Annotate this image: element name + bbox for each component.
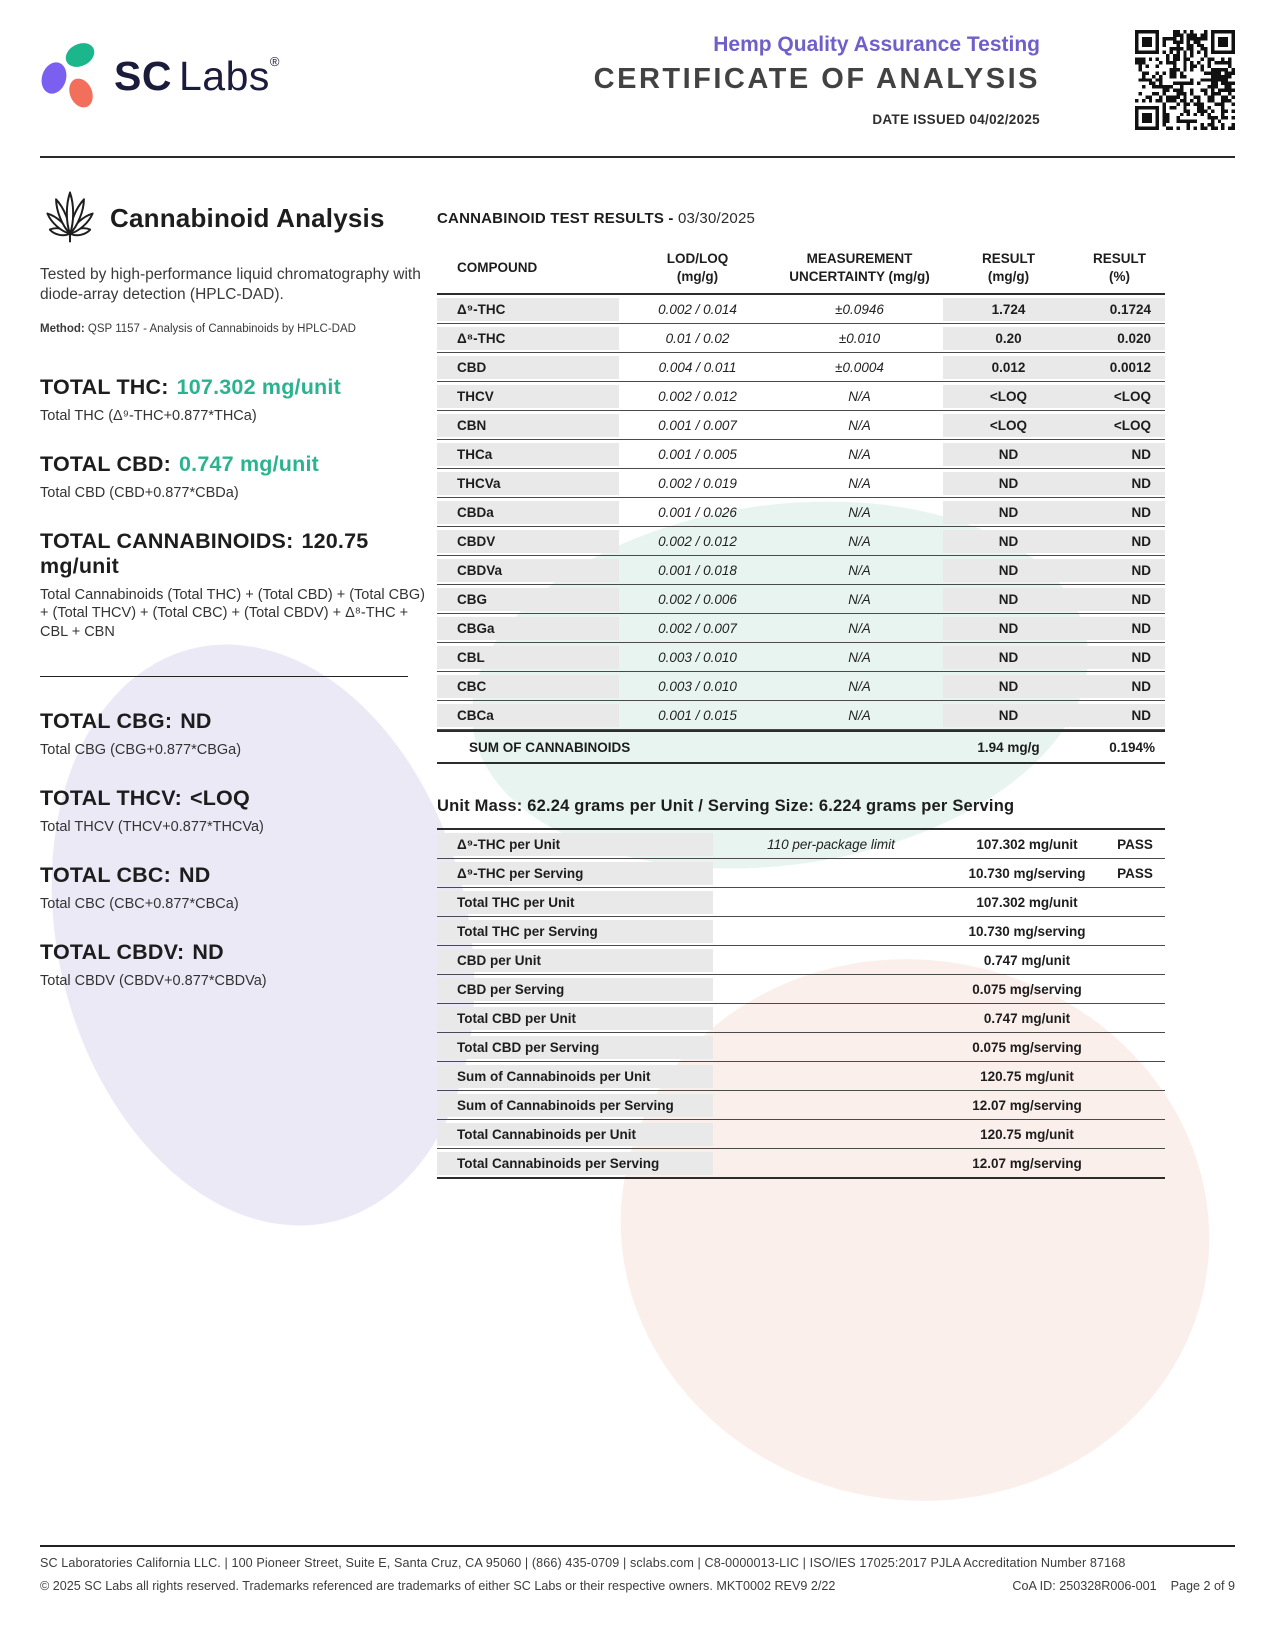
total-label: TOTAL CBG: — [40, 709, 173, 734]
table-row — [437, 1120, 1165, 1149]
lab-contact-line: SC Laboratories California LLC. | 100 Pioneer Street, Suite E, Santa Cruz, CA 95060 | (866) 435-0709 | sclabs.com | C8-0000013-LIC | ISO/IES 17025:2017 PJLA Accreditation Number 87168 — [40, 1556, 1126, 1570]
dosage-label-cell: Sum of Cannabinoids per Unit — [437, 1062, 713, 1090]
uncertainty-cell: N/A — [848, 562, 871, 578]
uncertainty-cell: N/A — [848, 475, 871, 491]
dosage-label-cell: Δ⁹-THC per Unit — [437, 830, 713, 858]
table-row — [437, 917, 1165, 946]
result-mg-cell: ND — [943, 672, 1074, 700]
total-item — [40, 863, 432, 914]
status-cell: PASS — [1117, 836, 1153, 852]
header-divider — [40, 156, 1235, 158]
total-label: TOTAL CANNABINOIDS: — [40, 528, 294, 553]
value-cell: 107.302 mg/unit — [976, 836, 1078, 852]
table-row — [437, 1091, 1165, 1120]
column-header-uncertainty: MEASUREMENT UNCERTAINTY (mg/g) — [789, 251, 930, 284]
lodloq-cell: 0.003 / 0.010 — [658, 649, 737, 665]
lodloq-cell: 0.002 / 0.014 — [658, 301, 737, 317]
table-row — [437, 353, 1165, 382]
uncertainty-cell: N/A — [848, 504, 871, 520]
compound-cell: CBL — [437, 643, 619, 671]
total-label: TOTAL CBC: — [40, 862, 171, 887]
result-mg-cell: 1.724 — [943, 295, 1074, 323]
column-header-lodloq: LOD/LOQ (mg/g) — [666, 251, 729, 284]
table-row — [437, 975, 1165, 1004]
section-header — [40, 190, 432, 246]
compound-cell: Δ⁹-THC — [437, 295, 619, 323]
total-value: <LOQ — [189, 785, 250, 810]
method-description: Tested by high-performance liquid chromatography with diode-array detection (HPLC-DAD). — [40, 266, 421, 304]
unit-mass-line: Unit Mass: 62.24 grams per Unit / Serving Size: 6.224 grams per Serving — [437, 797, 1015, 815]
result-mg-cell: <LOQ — [943, 382, 1074, 410]
total-item — [40, 375, 432, 426]
method-label: Method: — [40, 322, 85, 335]
table-row — [437, 1033, 1165, 1062]
lodloq-cell: 0.001 / 0.015 — [658, 707, 737, 723]
total-formula: Total CBG (CBG+0.877*CBGa) — [40, 742, 242, 759]
uncertainty-cell: N/A — [848, 707, 871, 723]
column-header-result-pct: RESULT (%) — [1093, 251, 1146, 284]
copyright-text: © 2025 SC Labs all rights reserved. Trademarks referenced are trademarks of either SC Labs or their respective owners. MKT0002 REV9 2/22 — [40, 1579, 836, 1593]
total-formula: Total CBD (CBD+0.877*CBDa) — [40, 484, 239, 501]
results-date: 03/30/2025 — [677, 210, 756, 227]
total-value: ND — [180, 709, 212, 734]
uncertainty-cell: N/A — [848, 678, 871, 694]
logo-wordmark — [114, 53, 280, 100]
value-cell: 10.730 mg/serving — [968, 923, 1086, 939]
uncertainty-cell: N/A — [848, 620, 871, 636]
result-pct-cell: ND — [1074, 440, 1165, 468]
uncertainty-cell: ±0.010 — [838, 330, 881, 346]
total-label: TOTAL CBD: — [40, 451, 171, 476]
total-label: TOTAL THC: — [40, 374, 169, 399]
sc-labs-logo — [40, 38, 280, 114]
table-row — [437, 643, 1165, 672]
total-item — [40, 940, 432, 991]
total-value: ND — [179, 862, 211, 887]
total-label: TOTAL THCV: — [40, 785, 182, 810]
lodloq-cell: 0.001 / 0.005 — [658, 446, 737, 462]
total-value: 0.747 mg/unit — [179, 451, 319, 476]
cannabinoid-analysis-panel — [40, 190, 432, 1017]
value-cell: 120.75 mg/unit — [980, 1068, 1074, 1084]
table-row — [437, 295, 1165, 324]
table-row — [437, 1004, 1165, 1033]
dosage-label-cell: Total CBD per Serving — [437, 1033, 713, 1061]
compound-cell: THCa — [437, 440, 619, 468]
uncertainty-cell: N/A — [848, 388, 871, 404]
lodloq-cell: 0.004 / 0.011 — [658, 359, 737, 375]
result-pct-cell: 0.1724 — [1074, 295, 1165, 323]
result-mg-cell: ND — [943, 440, 1074, 468]
result-pct-cell: ND — [1074, 469, 1165, 497]
result-mg-cell: 0.012 — [943, 353, 1074, 381]
result-pct-cell: 0.0012 — [1074, 353, 1165, 381]
footer-divider — [40, 1545, 1235, 1547]
compound-cell: CBDVa — [437, 556, 619, 584]
table-row — [437, 614, 1165, 643]
uncertainty-cell: N/A — [848, 533, 871, 549]
footer-line2 — [40, 1579, 1235, 1593]
cannabinoid-results-table — [437, 243, 1165, 764]
result-pct-cell: ND — [1074, 585, 1165, 613]
table-row — [437, 527, 1165, 556]
value-cell: 0.075 mg/serving — [972, 1039, 1082, 1055]
page-title: CERTIFICATE OF ANALYSIS — [593, 63, 1040, 95]
method-text: QSP 1157 - Analysis of Cannabinoids by HPLC-DAD — [87, 322, 356, 335]
compound-cell: CBCa — [437, 701, 619, 729]
logo-labs: Labs — [178, 52, 270, 99]
total-item — [40, 786, 432, 837]
value-cell: 12.07 mg/serving — [972, 1155, 1082, 1171]
table-row — [437, 382, 1165, 411]
page-number: Page 2 of 9 — [1170, 1579, 1235, 1593]
result-pct-cell: 0.020 — [1074, 324, 1165, 352]
total-formula: Total Cannabinoids (Total THC) + (Total CBD) + (Total CBG) + (Total THCV) + (Total CBC) + (Total CBDV) + Δ⁸-THC + CBL + CBN — [40, 586, 425, 641]
dosage-table — [437, 828, 1165, 1179]
column-header-compound: COMPOUND — [457, 260, 538, 276]
lodloq-cell: 0.002 / 0.007 — [658, 620, 737, 636]
compound-cell: CBN — [437, 411, 619, 439]
result-mg-cell: ND — [943, 614, 1074, 642]
total-item — [40, 452, 432, 503]
compound-cell: CBDa — [437, 498, 619, 526]
table-row — [437, 830, 1165, 859]
compound-cell: THCVa — [437, 469, 619, 497]
total-formula: Total CBDV (CBDV+0.877*CBDVa) — [40, 972, 267, 989]
table-row — [437, 440, 1165, 469]
sum-label: SUM OF CANNABINOIDS — [469, 739, 631, 755]
result-mg-cell: ND — [943, 498, 1074, 526]
result-mg-cell: ND — [943, 701, 1074, 729]
result-pct-cell: ND — [1074, 556, 1165, 584]
header-titles — [594, 33, 1040, 127]
uncertainty-cell: N/A — [848, 417, 871, 433]
result-pct-cell: <LOQ — [1074, 382, 1165, 410]
total-value: ND — [192, 939, 224, 964]
value-cell: 12.07 mg/serving — [972, 1097, 1082, 1113]
table-row — [437, 946, 1165, 975]
dosage-label-cell: Total Cannabinoids per Serving — [437, 1149, 713, 1177]
lodloq-cell: 0.002 / 0.012 — [658, 388, 737, 404]
table-row — [437, 324, 1165, 353]
table-row — [437, 1149, 1165, 1177]
limit-cell: 110 per-package limit — [767, 836, 895, 852]
result-mg-cell: ND — [943, 585, 1074, 613]
lodloq-cell: 0.002 / 0.019 — [658, 475, 737, 491]
result-pct-cell: <LOQ — [1074, 411, 1165, 439]
compound-cell: CBD — [437, 353, 619, 381]
sum-result-pct: 0.194% — [1109, 739, 1155, 755]
result-mg-cell: <LOQ — [943, 411, 1074, 439]
method-reference — [40, 323, 432, 335]
uncertainty-cell: N/A — [848, 446, 871, 462]
dosage-label-cell: Total CBD per Unit — [437, 1004, 713, 1032]
section-title: Cannabinoid Analysis — [110, 202, 385, 233]
lodloq-cell: 0.002 / 0.006 — [658, 591, 737, 607]
dosage-label-cell: CBD per Unit — [437, 946, 713, 974]
result-pct-cell: ND — [1074, 701, 1165, 729]
table-row — [437, 498, 1165, 527]
totals-divider — [40, 676, 408, 677]
result-mg-cell: ND — [943, 469, 1074, 497]
column-header-result-mg: RESULT (mg/g) — [982, 251, 1035, 284]
header — [40, 30, 1235, 148]
total-value: 120.75 mg/unit — [40, 528, 369, 578]
lodloq-cell: 0.002 / 0.012 — [658, 533, 737, 549]
total-item — [40, 529, 432, 643]
results-title — [437, 210, 1165, 227]
table-row — [437, 411, 1165, 440]
status-cell: PASS — [1117, 865, 1153, 881]
table-row — [437, 556, 1165, 585]
total-formula: Total CBC (CBC+0.877*CBCa) — [40, 895, 239, 912]
coa-id: CoA ID: 250328R006-001 — [1012, 1579, 1157, 1593]
value-cell: 0.075 mg/serving — [972, 981, 1082, 997]
table-row — [437, 585, 1165, 614]
cannabis-leaf-icon — [40, 190, 100, 246]
result-pct-cell: ND — [1074, 614, 1165, 642]
date-issued: DATE ISSUED 04/02/2025 — [872, 112, 1040, 127]
table-body — [437, 293, 1165, 764]
value-cell: 0.747 mg/unit — [983, 952, 1071, 968]
dosage-label-cell: Total THC per Unit — [437, 888, 713, 916]
qr-code — [1135, 28, 1235, 132]
dosage-label-cell: Total THC per Serving — [437, 917, 713, 945]
lodloq-cell: 0.001 / 0.018 — [658, 562, 737, 578]
footer — [40, 1556, 1235, 1593]
program-title: Hemp Quality Assurance Testing — [713, 33, 1040, 56]
result-pct-cell: ND — [1074, 527, 1165, 555]
compound-cell: Δ⁸-THC — [437, 324, 619, 352]
lodloq-cell: 0.003 / 0.010 — [658, 678, 737, 694]
value-cell: 107.302 mg/unit — [976, 894, 1078, 910]
compound-cell: CBDV — [437, 527, 619, 555]
compound-cell: CBC — [437, 672, 619, 700]
compound-cell: THCV — [437, 382, 619, 410]
sc-labs-logo-mark-icon — [40, 38, 102, 114]
uncertainty-cell: N/A — [848, 591, 871, 607]
compound-cell: CBG — [437, 585, 619, 613]
result-mg-cell: ND — [943, 643, 1074, 671]
total-item — [40, 709, 432, 760]
table-header-row — [437, 243, 1165, 293]
table-row — [437, 859, 1165, 888]
result-pct-cell: ND — [1074, 672, 1165, 700]
table-row — [437, 469, 1165, 498]
uncertainty-cell: ±0.0004 — [835, 359, 884, 375]
totals-summary — [40, 375, 432, 991]
sum-of-cannabinoids-row — [437, 730, 1165, 762]
lodloq-cell: 0.01 / 0.02 — [665, 330, 730, 346]
logo-sc: SC — [114, 52, 172, 99]
table-row — [437, 888, 1165, 917]
value-cell: 120.75 mg/unit — [980, 1126, 1074, 1142]
dosage-label-cell: Sum of Cannabinoids per Serving — [437, 1091, 713, 1119]
dosage-label-cell: Δ⁹-THC per Serving — [437, 859, 713, 887]
lodloq-cell: 0.001 / 0.026 — [658, 504, 737, 520]
results-column — [437, 210, 1165, 1179]
registered-mark: ® — [269, 53, 280, 69]
dosage-label-cell: CBD per Serving — [437, 975, 713, 1003]
total-formula: Total THCV (THCV+0.877*THCVa) — [40, 818, 264, 835]
result-pct-cell: ND — [1074, 498, 1165, 526]
value-cell: 10.730 mg/serving — [968, 865, 1086, 881]
table-row — [437, 1062, 1165, 1091]
value-cell: 0.747 mg/unit — [983, 1010, 1071, 1026]
lodloq-cell: 0.001 / 0.007 — [658, 417, 737, 433]
total-value: 107.302 mg/unit — [176, 374, 341, 399]
table-row — [437, 672, 1165, 701]
result-mg-cell: ND — [943, 556, 1074, 584]
result-mg-cell: 0.20 — [943, 324, 1074, 352]
sum-result-mg: 1.94 mg/g — [977, 739, 1040, 755]
dosage-label-cell: Total Cannabinoids per Unit — [437, 1120, 713, 1148]
table-row — [437, 701, 1165, 730]
total-label: TOTAL CBDV: — [40, 939, 185, 964]
compound-cell: CBGa — [437, 614, 619, 642]
uncertainty-cell: ±0.0946 — [835, 301, 884, 317]
total-formula: Total THC (Δ⁹-THC+0.877*THCa) — [40, 407, 257, 424]
uncertainty-cell: N/A — [848, 649, 871, 665]
results-title-text: CANNABINOID TEST RESULTS - — [437, 210, 674, 227]
result-mg-cell: ND — [943, 527, 1074, 555]
result-pct-cell: ND — [1074, 643, 1165, 671]
footer-right — [1012, 1579, 1235, 1593]
